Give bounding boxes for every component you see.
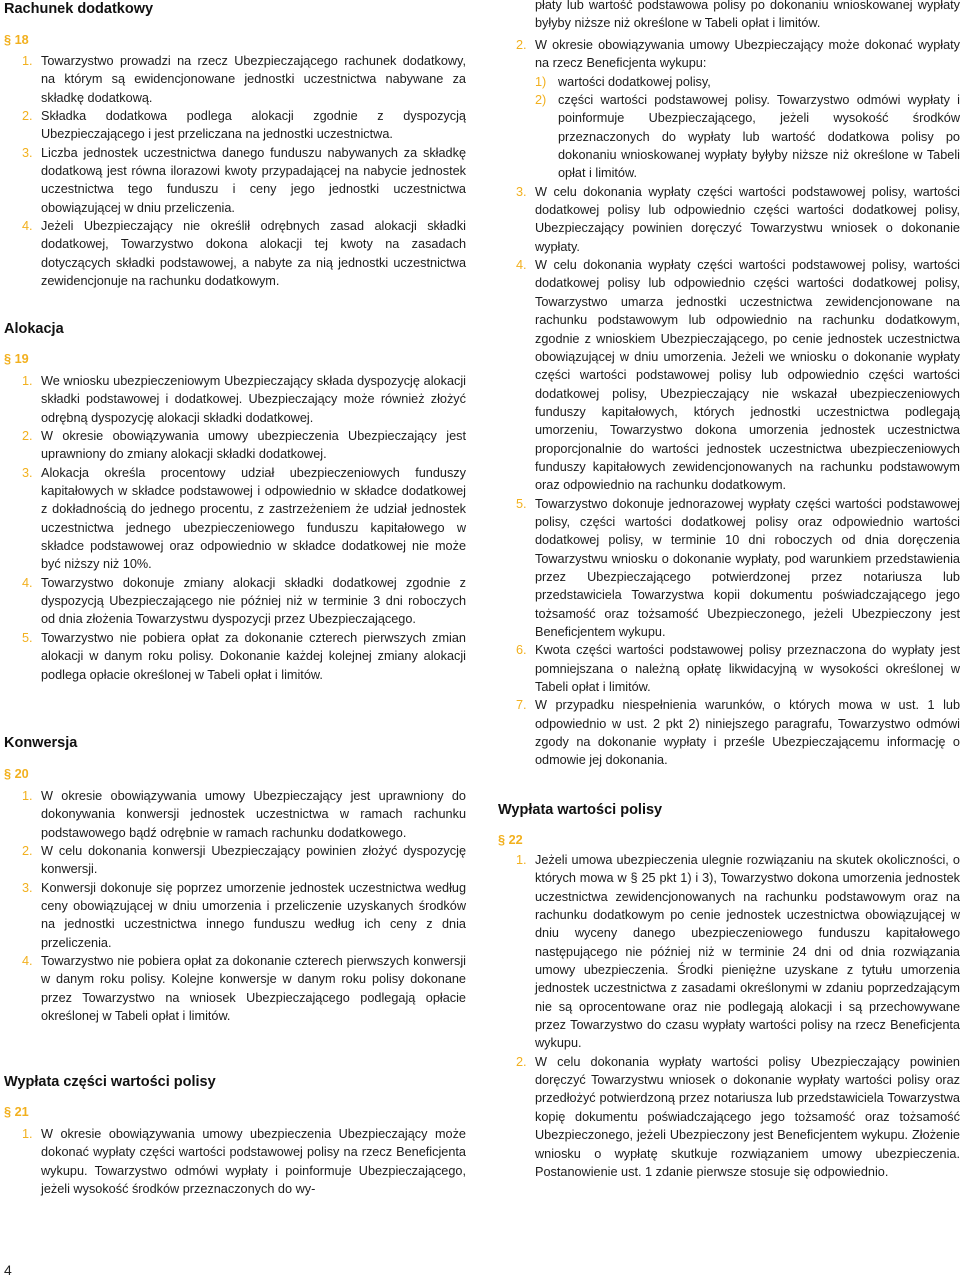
sub-list-item: 2) części wartości podstawowej polisy. Towarzystwo odmówi wypłaty i poinformuje Ubezpieczającego, jeżeli wysokość środków przeznaczonych do wypłaty lub wartość dodatkowa polisy po dokonaniu wnioskowanej wypłaty byłyby niższe niż określone w Tabeli opłat i limitów.	[535, 93, 960, 181]
list-item: 1. We wniosku ubezpieczeniowym Ubezpieczający składa dyspozycję alokacji składki podstawowej i dodatkowej. Ubezpieczający może również złożyć odrębną dyspozycję alokacji składki dodatkowej.	[22, 374, 466, 425]
list-item: 3. Liczba jednostek uczestnictwa danego funduszu nabywanych za składkę dodatkową jest równa ilorazowi kwoty przypadającej na nabycie jednostek uczestnictwa tego funduszu i ceny jego jednostki uczestnictwa obowiązującej w dniu przeliczenia.	[22, 145, 466, 215]
list-item: 4. Jeżeli Ubezpieczający nie określił odrębnych zasad alokacji składki dodatkowej, Towarzystwo dokona alokacji tej kwoty na zasadach dotyczących składki podstawowej, a nabyte za nią jednostki uczestnictwa zewidencjonuje na rachunku dodatkowym.	[22, 219, 466, 289]
section-heading-konwersja: Konwersja	[4, 735, 78, 751]
paragraph-number-19: § 19	[4, 352, 29, 366]
list-item: 6. Kwota części wartości podstawowej polisy przeznaczona do wypłaty jest pomniejszana o należną opłatę likwidacyjną w wysokości określonej w Tabeli opłat i limitów.	[516, 643, 960, 695]
section-heading-alokacja: Alokacja	[4, 321, 64, 337]
list-item: 3. W celu dokonania wypłaty części wartości podstawowej polisy, wartości dodatkowej polisy lub odpowiednio części wartości dodatkowej polisy, Ubezpieczający powinien doręczyć Towarzystwu wniosek o dokonanie wypłaty.	[516, 184, 960, 254]
list-item: 7. W przypadku niespełnienia warunków, o których mowa w ust. 1 lub odpowiednio w ust. 2 pkt 2) niniejszego paragrafu, Towarzystwo odmówi zgody na dokonanie wypłaty i prześle Ubezpieczającemu informację o odmowie jej dokonania.	[516, 698, 960, 768]
list-item: 1. W okresie obowiązywania umowy Ubezpieczający jest uprawniony do dokonywania konwersji jednostek uczestnictwa w ramach rachunku podstawowego bądź odrębnie w ramach rachunku dodatkowego.	[22, 789, 466, 840]
paragraph-number-21: § 21	[4, 1105, 29, 1119]
section-19-list	[4, 372, 466, 684]
list-item: 4. Towarzystwo dokonuje zmiany alokacji składki dodatkowej zgodnie z dyspozycją Ubezpieczającego nie później niż w terminie 3 dni roboczych od dnia złożenia Towarzystwu dyspozycji przez Ubezpieczającego.	[22, 575, 466, 627]
sub-list-item: 1) wartości dodatkowej polisy,	[535, 74, 711, 89]
continued-text: płaty lub wartość podstawowa polisy po dokonaniu wnioskowanej wypłaty byłyby niższe niż określone w Tabeli opłat i limitów.	[535, 0, 960, 31]
section-21-list-continued	[498, 36, 960, 770]
page-number: 4	[4, 1262, 12, 1278]
list-item: 1. Towarzystwo prowadzi na rzecz Ubezpieczającego rachunek dodatkowy, na którym są ewidencjonowane jednostki uczestnictwa nabywane za składkę dodatkową.	[22, 54, 466, 105]
list-item: 2. W celu dokonania konwersji Ubezpieczający powinien złożyć dyspozycję konwersji.	[22, 844, 466, 877]
list-item: 5. Towarzystwo dokonuje jednorazowej wypłaty części wartości podstawowej polisy, części wartości dodatkowej polisy oraz odpowiednio wartości dodatkowej polisy, w terminie 10 dni roboczych od dnia doręczenia Towarzystwu wniosku o dokonanie wypłaty, pod warunkiem przedstawienia przez Ubezpieczającego potwierdzonej przez notariusza lub przedstawiciela Towarzystwa kopii dokumentu poświadczającego jego tożsamość oraz tożsamość Ubezpieczonego, jeżeli Ubezpieczony jest Beneficjentem wykupu.	[516, 496, 960, 639]
paragraph-number-20: § 20	[4, 767, 29, 781]
list-item: 2. W okresie obowiązywania umowy Ubezpieczający może dokonać wypłaty na rzecz Beneficjenta wykupu: 1) wartości dodatkowej polisy, 2) części wartości podstawowej polisy. Towarzystwo odmówi wypłaty i poinformuje Ubezpieczającego, jeżeli wysokość środków przeznaczonych do wypłaty lub wartość dodatkowa polisy po dokonaniu wnioskowanej wypłaty byłyby niższe niż określone w Tabeli opłat i limitów.	[498, 36, 960, 183]
list-item: 1. W okresie obowiązywania umowy ubezpieczenia Ubezpieczający może dokonać wypłaty części wartości podstawowej polisy na rzecz Beneficjenta wykupu. Towarzystwo odmówi wypłaty i poinformuje Ubezpieczającego, jeżeli wysokość środków przeznaczonych do wy-	[22, 1127, 466, 1197]
section-20-list	[4, 787, 466, 1025]
list-item: 1. Jeżeli umowa ubezpieczenia ulegnie rozwiązaniu na skutek okoliczności, o których mowa w § 25 pkt 1) i 3), Towarzystwo dokona umorzenia jednostek uczestnictwa zewidencjonowanych na rachunku podstawowym oraz na rachunku dodatkowym po cenie jednostek uczestnictwa obowiązującej w dniu wyceny danego ubezpieczeniowego funduszu kapitałowego następującego nie później niż w terminie 24 dni od dnia rozwiązania umowy ubezpieczenia. Środki pieniężne uzyskane z tytułu umorzenia jednostek uczestnictwa z zasadami określonymi w zdaniu poprzedzającym nie są oprocentowane oraz nie podlegają alokacji i są przechowywane przez Towarzystwo do czasu wypłaty wartości polisy na rzecz Beneficjenta wykupu.	[516, 853, 960, 1051]
paragraph-number-18: § 18	[4, 33, 29, 47]
sub-list	[535, 73, 960, 183]
list-item: 2. W okresie obowiązywania umowy ubezpieczenia Ubezpieczający jest uprawniony do zmiany alokacji składki dodatkowej.	[22, 429, 466, 462]
section-heading-wyplata-czesci-wartosci-polisy: Wypłata części wartości polisy	[4, 1074, 216, 1090]
paragraph-number-22: § 22	[498, 833, 523, 847]
list-item: 5. Towarzystwo nie pobiera opłat za dokonanie czterech pierwszych zmian alokacji w danym roku polisy. Dokonanie każdej kolejnej zmiany alokacji podlega opłacie określonej w Tabeli opłat i limitów.	[22, 630, 466, 682]
list-item: 3. Alokacja określa procentowy udział ubezpieczeniowych funduszy kapitałowych w składce podstawowej i odpowiednio w składce dodatkowej z dokładnością do jednego procentu, z zastrzeżeniem że udział jednostek uczestnictwa jednego ubezpieczeniowego funduszu kapitałowego w składce podstawowej oraz odpowiednio w składce dodatkowej nie może być niższy niż 10%.	[22, 465, 466, 572]
section-21-list	[4, 1125, 466, 1198]
list-item: 2. Składka dodatkowa podlega alokacji zgodnie z dyspozycją Ubezpieczającego i jest przeliczana na jednostki uczestnictwa.	[22, 109, 466, 142]
section-heading-rachunek-dodatkowy: Rachunek dodatkowy	[4, 1, 154, 17]
section-22-list	[498, 851, 960, 1181]
list-item: 3. Konwersji dokonuje się poprzez umorzenie jednostek uczestnictwa według ceny obowiązującej w dniu umorzenia i przeliczenie uzyskanych środków na jednostki uczestnictwa innego funduszu według ich ceny z dnia przeliczenia.	[22, 880, 466, 950]
section-heading-wyplata-wartosci-polisy: Wypłata wartości polisy	[498, 802, 663, 818]
list-item: 4. W celu dokonania wypłaty części wartości podstawowej polisy, wartości dodatkowej polisy lub odpowiednio części wartości dodatkowej polisy, Towarzystwo umarza jednostki uczestnictwa zewidencjonowane na rachunku podstawowym lub odpowiednio na rachunku dodatkowym, zgodnie z wnioskiem Ubezpieczającego, po cenie jednostek uczestnictwa obowiązującej w dniu umorzenia. Jeżeli we wniosku o dokonanie wypłaty części wartości podstawowej polisy lub odpowiednio części wartości dodatkowej polisy, Ubezpieczający nie wskazał ubezpieczeniowych funduszy kapitałowych, których jednostki uczestnictwa podlegają umorzeniu, Towarzystwo dokona umorzenia jednostek uczestnictwa proporcjonalnie do wartości jednostek uczestnictwa ubezpieczeniowych funduszy kapitałowych zewidencjonowanych na rachunku podstawowym oraz odpowiednio na rachunku dodatkowym.	[516, 258, 960, 493]
section-18-list	[4, 52, 466, 290]
list-item: 4. Towarzystwo nie pobiera opłat za dokonanie czterech pierwszych konwersji w danym roku polisy. Kolejne konwersje w danym roku polisy dokonane przez Towarzystwo na wniosek Ubezpieczającego podlegają opłacie określonej w Tabeli opłat i limitów.	[22, 954, 466, 1024]
list-item: 2. W celu dokonania wypłaty wartości polisy Ubezpieczający powinien doręczyć Towarzystwu wniosek o dokonanie wypłaty wartości polisy oraz przedłożyć potwierdzoną przez notariusza lub przedstawiciela Towarzystwa kopię dokumentu poświadczającego jego tożsamość oraz tożsamość Ubezpieczonego, jeżeli Ubezpieczony jest Beneficjentem wykupu. Złożenie wniosku o wypłatę skutkuje rozwiązaniem umowy ubezpieczenia. Postanowienie ust. 1 zdanie pierwsze stosuje się odpowiednio.	[516, 1054, 960, 1179]
